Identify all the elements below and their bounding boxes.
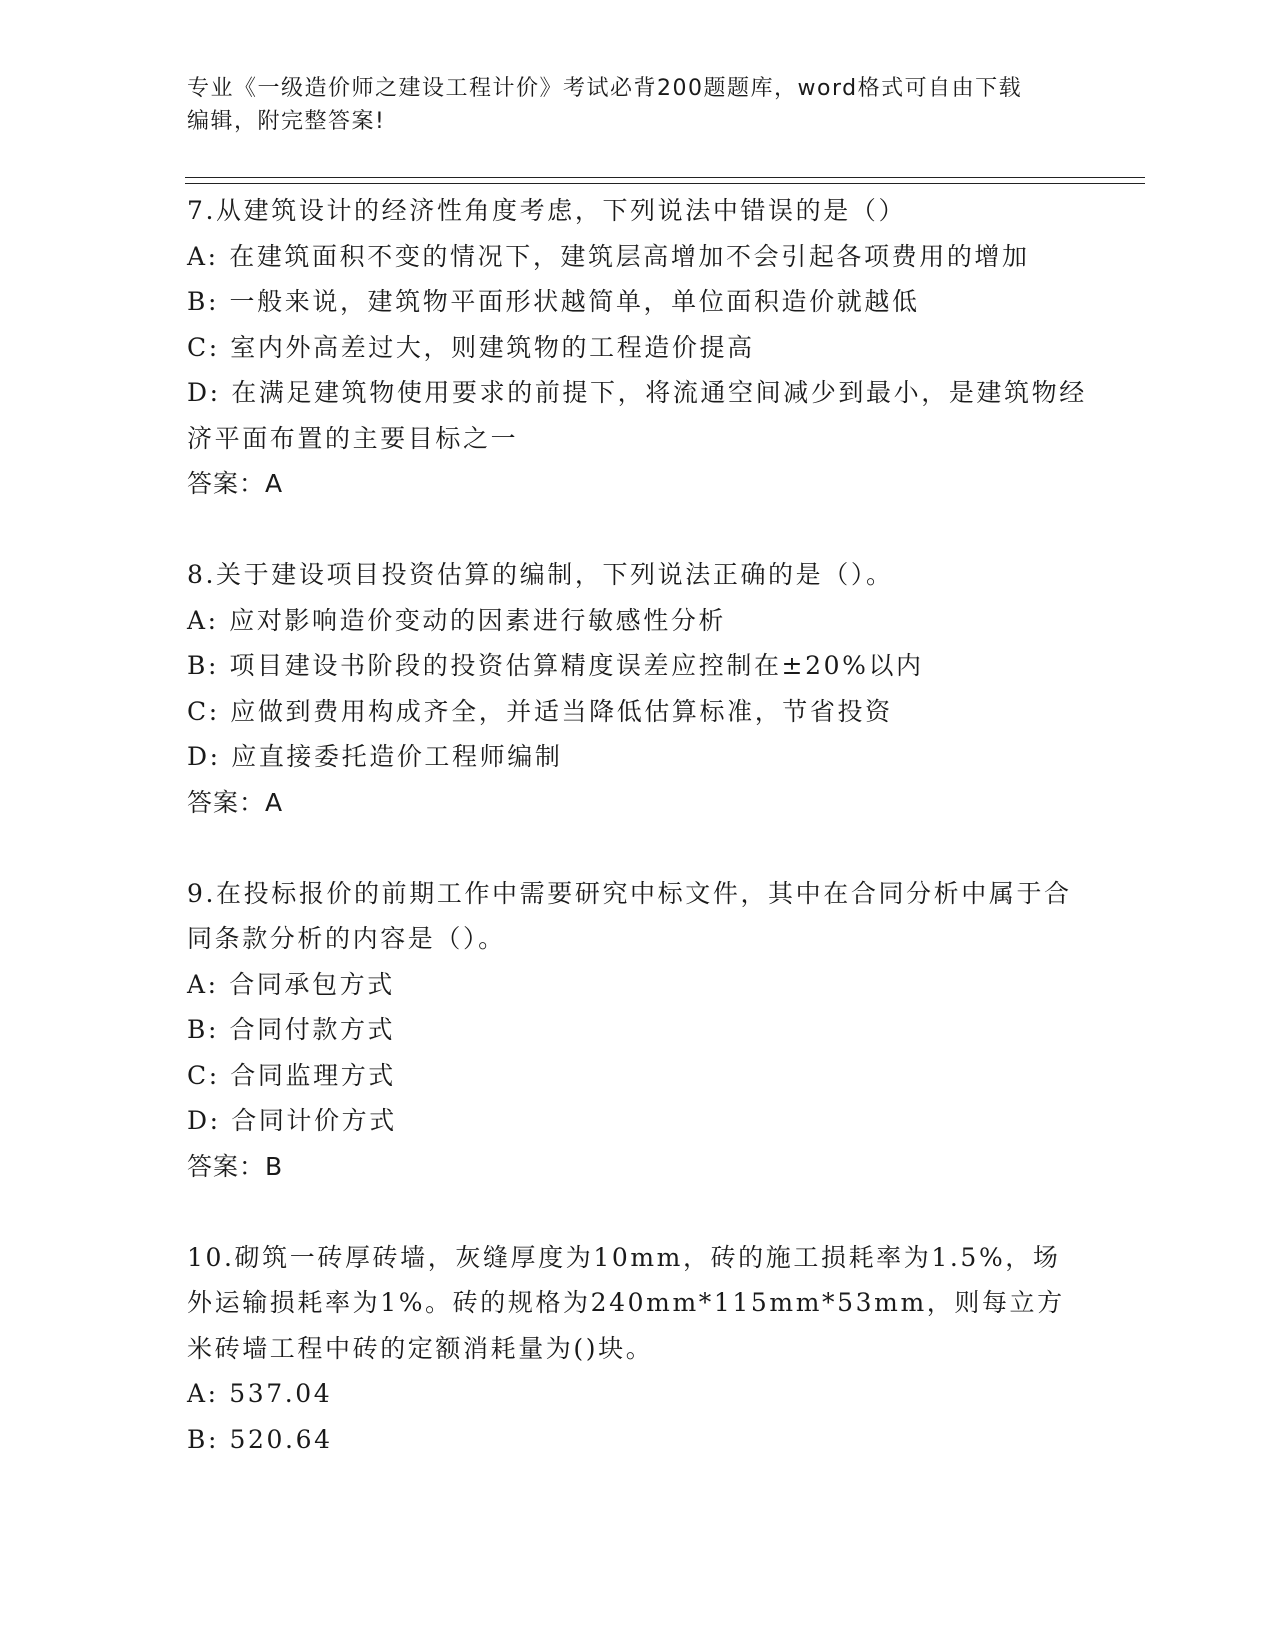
header-divider [185,177,1145,178]
option-d: D: 应直接委托造价工程师编制 [187,742,563,771]
option-c: C: 应做到费用构成齐全，并适当降低估算标准，节省投资 [187,696,893,726]
option-c: C: 室内外高差过大，则建筑物的工程造价提高 [187,332,755,362]
question-stem: 8.关于建设项目投资估算的编制，下列说法正确的是（）。 [187,560,894,589]
option-d: D: 在满足建筑物使用要求的前提下，将流通空间减少到最小，是建筑物经济平面布置的主要目标之一 [187,378,1087,453]
question-stem: 7.从建筑设计的经济性角度考虑，下列说法中错误的是（） [187,196,907,225]
header-divider [185,183,1145,184]
option-b: B: 项目建设书阶段的投资估算精度误差应控制在±20%以内 [187,651,924,680]
option-a: A: 合同承包方式 [187,969,395,999]
option-a: A: 在建筑面积不变的情况下，建筑层高增加不会引起各项费用的增加 [187,241,1030,271]
answer: 答案：B [187,1151,284,1181]
question-stem: 10.砌筑一砖厚砖墙，灰缝厚度为10mm，砖的施工损耗率为1.5%，场外运输损耗率为1%。砖的规格为240mm*115mm*53mm，则每立方米砖墙工程中砖的定额消耗量为()块。 [187,1242,1065,1363]
document-header [187,72,1067,138]
answer: 答案：A [187,787,284,817]
question-9 [187,871,1087,1190]
option-d: D: 合同计价方式 [187,1106,397,1135]
header-line: 编辑，附完整答案! [187,109,386,134]
option-a: A: 应对影响造价变动的因素进行敏感性分析 [187,605,727,635]
answer: 答案：A [187,469,284,498]
option-a: A: 537.04 [187,1379,333,1408]
question-10 [187,1235,1087,1463]
question-stem: 9.在投标报价的前期工作中需要研究中标文件，其中在合同分析中属于合同条款分析的内容是（）。 [187,878,1072,953]
question-8 [187,552,1087,825]
option-b: B: 520.64 [187,1424,333,1454]
question-7 [187,188,1087,507]
option-b: B: 一般来说，建筑物平面形状越简单，单位面积造价就越低 [187,287,920,316]
option-c: C: 合同监理方式 [187,1060,396,1090]
question-list [187,188,1087,1462]
option-b: B: 合同付款方式 [187,1015,396,1044]
header-line: 专业《一级造价师之建设工程计价》考试必背200题题库，word格式可自由下载 [187,76,1023,101]
